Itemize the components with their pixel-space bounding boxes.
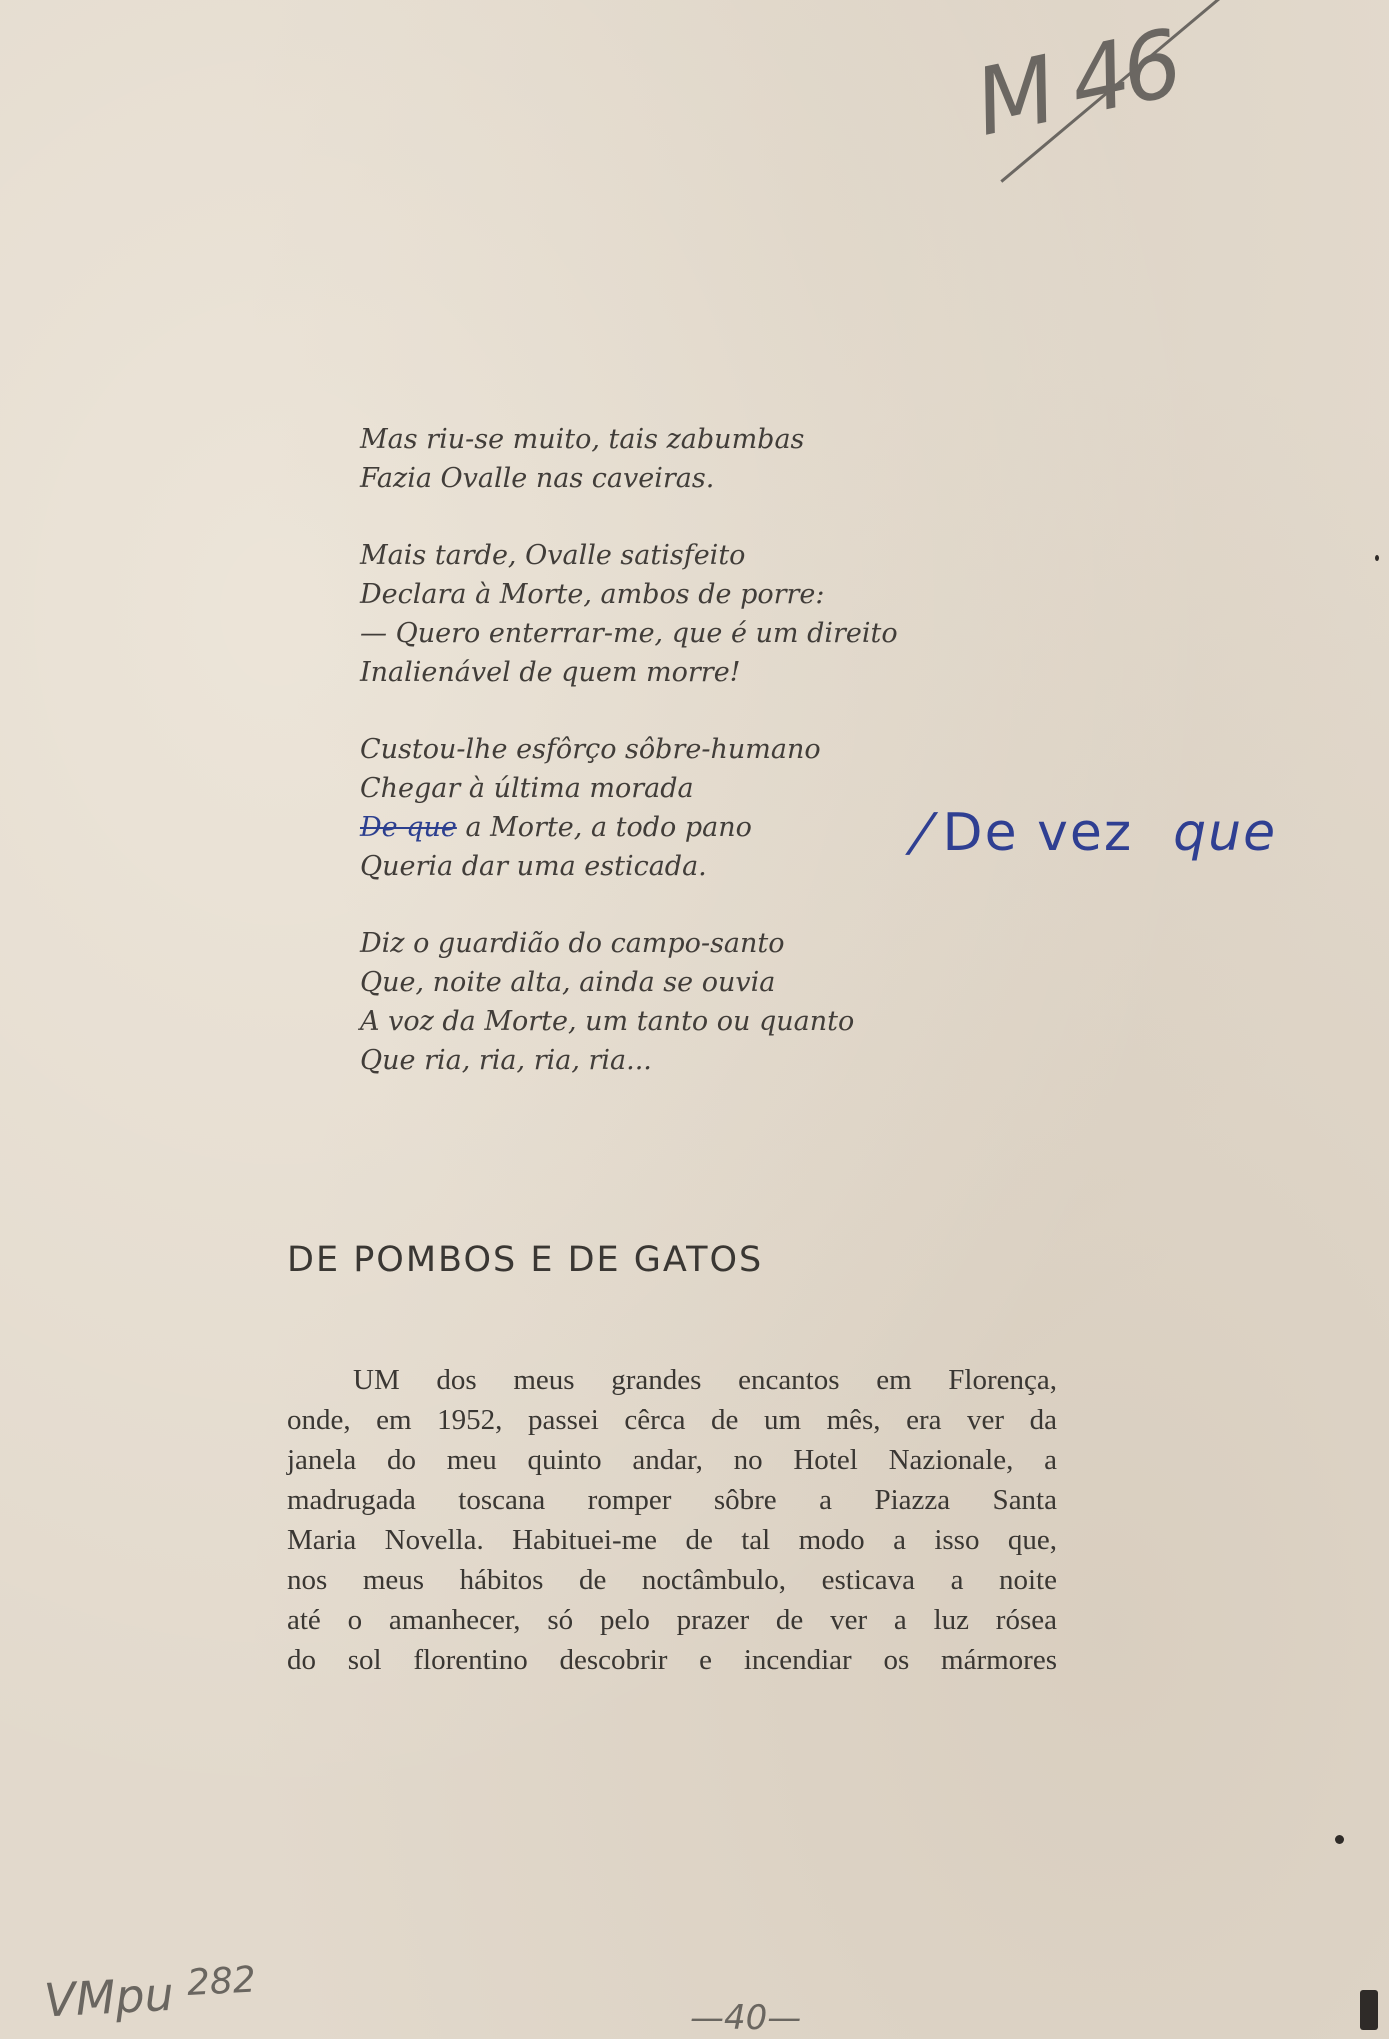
- poem-line: Inalienável de quem morre!: [360, 657, 741, 688]
- paragraph-line: nos meus hábitos de noctâmbulo, esticava a noite: [287, 1564, 1057, 1596]
- poem-line-edited: [360, 808, 1000, 847]
- poem-line: Mais tarde, Ovalle satisfeito: [360, 540, 746, 571]
- poem-line: Queria dar uma esticada.: [360, 851, 707, 882]
- poem-line: Chegar à última morada: [360, 773, 694, 804]
- paragraph-line: madrugada toscana romper sôbre a Piazza Santa: [287, 1484, 1057, 1516]
- poem-line: Que ria, ria, ria, ria...: [360, 1045, 652, 1076]
- poem-stanza: [360, 924, 1000, 1080]
- handwritten-archive-code: [43, 1959, 258, 2027]
- poem-line: Que, noite alta, ainda se ouvia: [360, 967, 776, 998]
- page-number: —40—: [690, 1998, 802, 2038]
- paragraph-line: janela do meu quinto andar, no Hotel Nazionale, a: [287, 1444, 1057, 1476]
- poem-stanza: [360, 420, 1000, 498]
- archive-code-number: 282: [185, 1959, 257, 2005]
- handwritten-margin-note: [902, 803, 1278, 863]
- section-paragraph: [287, 1360, 1057, 1680]
- poem-line-rest: a Morte, a todo pano: [465, 812, 752, 843]
- margin-note-slash: /: [902, 803, 944, 863]
- paragraph-line: onde, em 1952, passei cêrca de um mês, era ver da: [287, 1404, 1057, 1436]
- archive-code-main: VMpu: [42, 1966, 175, 2028]
- paragraph-line: Maria Novella. Habituei-me de tal modo a isso que,: [287, 1524, 1057, 1556]
- poem-line: A voz da Morte, um tanto ou quanto: [360, 1006, 855, 1037]
- section-title: DE POMBOS E DE GATOS: [287, 1240, 764, 1280]
- paragraph-line: do sol florentino descobrir e incendiar os mármores: [287, 1644, 1057, 1676]
- handwritten-top-mark: [966, 10, 1186, 157]
- poem-line: Declara à Morte, ambos de porre:: [360, 579, 825, 610]
- poem-line: Custou-lhe esfôrço sôbre-humano: [360, 734, 821, 765]
- struck-text: De que: [360, 812, 457, 843]
- margin-note-que: que: [1173, 803, 1278, 863]
- paper-speck: [1360, 1990, 1378, 2030]
- poem-line: Fazia Ovalle nas caveiras.: [360, 463, 715, 494]
- poem-stanza: [360, 536, 1000, 692]
- paper-speck: [1375, 555, 1379, 561]
- margin-note-words: De vez: [942, 803, 1134, 863]
- handwritten-mark-text: M 46: [966, 10, 1186, 157]
- paper-speck: [1335, 1835, 1344, 1844]
- poem-line: Mas riu-se muito, tais zabumbas: [360, 424, 805, 455]
- paragraph-line: UM dos meus grandes encantos em Florença,: [353, 1364, 1057, 1396]
- poem-line: — Quero enterrar-me, que é um direito: [360, 618, 898, 649]
- poem-line: Diz o guardião do campo-santo: [360, 928, 785, 959]
- paragraph-line: até o amanhecer, só pelo prazer de ver a luz rósea: [287, 1604, 1057, 1636]
- poem: [360, 420, 1000, 1118]
